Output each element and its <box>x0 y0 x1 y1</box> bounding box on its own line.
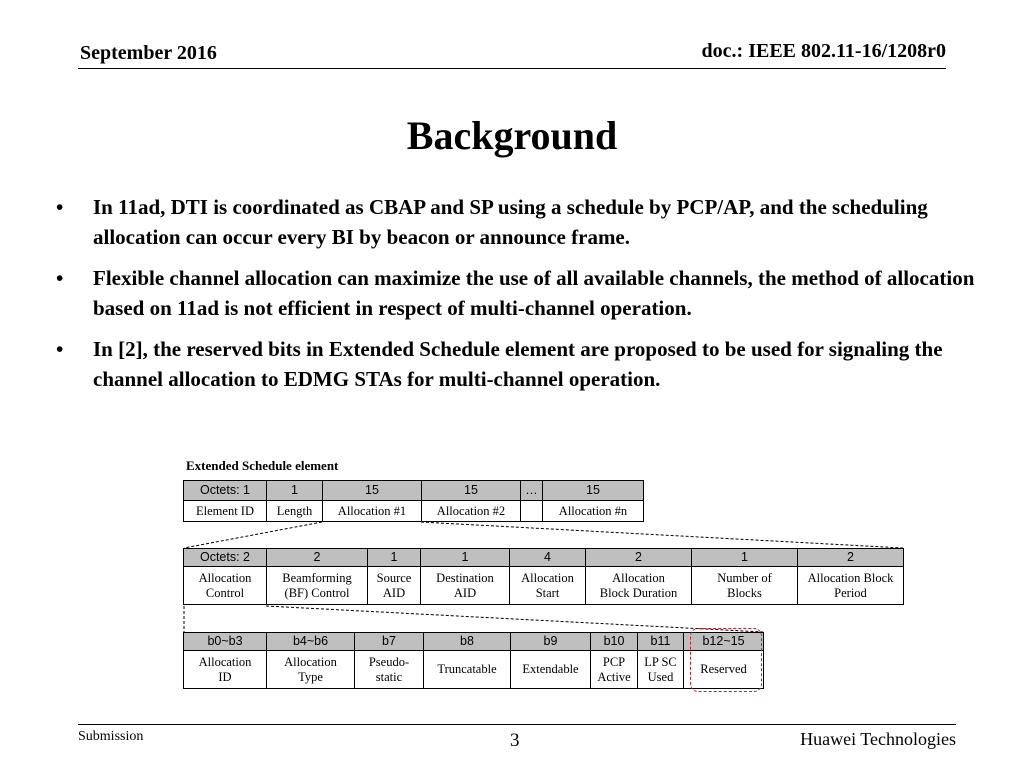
allocation-control-table <box>183 632 764 689</box>
cell-line: ID <box>218 669 232 684</box>
bullet-text: In [2], the reserved bits in Extended Schedule element are proposed to be used for signaling the channel allocation to EDMG STAs for multi-channel operation. <box>93 337 943 391</box>
figure-title: Extended Schedule element <box>186 458 339 473</box>
table-cell: 1 <box>368 549 421 567</box>
cell-line: Used <box>647 669 674 684</box>
cell-line: Allocation <box>198 654 252 669</box>
table-cell: 2 <box>267 549 368 567</box>
cell-line: PCP <box>602 654 626 669</box>
table-cell: b10 <box>591 633 638 651</box>
table-cell <box>421 567 510 605</box>
cell-line: Allocation <box>284 654 337 669</box>
table-cell: b8 <box>424 633 511 651</box>
bullet-text: Flexible channel allocation can maximize the use of all available channels, the method of allocation based on 11ad is not efficient in respect of multi-channel operation. <box>93 266 975 320</box>
cell-line: AID <box>453 585 477 600</box>
footer-company: Huawei Technologies <box>800 729 956 749</box>
cell-line: Pseudo- <box>368 654 410 669</box>
cell-line: Reserved <box>700 662 747 676</box>
cell-line: Block Duration <box>599 585 678 600</box>
bullet-item <box>56 192 976 252</box>
table-cell: 15 <box>422 481 521 501</box>
cell-line: Period <box>834 585 867 600</box>
extended-schedule-table <box>183 480 644 522</box>
table-cell <box>798 567 904 605</box>
bullet-marker: • <box>56 195 64 219</box>
guide-line <box>266 606 763 632</box>
table-cell: Octets: 1 <box>184 481 267 501</box>
cell-line: Extendable <box>522 662 579 676</box>
bullet-item <box>56 263 976 323</box>
cell-line: Truncatable <box>437 662 497 676</box>
table-cell <box>591 651 638 689</box>
table-cell: 1 <box>421 549 510 567</box>
table-row <box>184 567 904 605</box>
cell-line: Start <box>535 585 560 600</box>
allocation-field-table <box>183 548 904 605</box>
cell-line: Beamforming <box>282 570 352 585</box>
bullet-list <box>56 192 976 405</box>
bullet-marker: • <box>56 266 64 290</box>
table-cell: 2 <box>586 549 692 567</box>
table-cell: 4 <box>510 549 586 567</box>
cell-line: Active <box>597 669 631 684</box>
table-row <box>184 501 644 522</box>
table-row <box>184 651 764 689</box>
cell-line: Allocation <box>612 570 665 585</box>
table-cell <box>267 567 368 605</box>
table-cell <box>638 651 684 689</box>
table-cell: 15 <box>323 481 422 501</box>
table-cell: Element ID <box>184 501 267 522</box>
cell-line: static <box>375 669 403 684</box>
table-cell: 1 <box>692 549 798 567</box>
reserved-bits-highlight <box>690 628 762 692</box>
cell-line: AID <box>382 585 406 600</box>
footer-submission: Submission <box>78 729 144 744</box>
slide-title: Background <box>406 113 618 158</box>
table-cell <box>511 651 591 689</box>
header-date: September 2016 <box>80 42 217 64</box>
cell-line: Destination <box>436 570 494 585</box>
table-cell: … <box>521 481 543 501</box>
bullet-item <box>56 334 976 394</box>
guide-line <box>421 522 903 548</box>
table-cell: Octets: 2 <box>184 549 267 567</box>
cell-line: Allocation <box>198 570 252 585</box>
cell-line: Allocation <box>521 570 574 585</box>
cell-line: Source <box>376 570 412 585</box>
table-cell: 1 <box>267 481 323 501</box>
guide-line <box>184 522 322 548</box>
cell-line: Blocks <box>727 585 762 600</box>
table-cell: b4~b6 <box>267 633 355 651</box>
table-cell <box>510 567 586 605</box>
cell-line: LP SC <box>644 654 677 669</box>
header-doc-id: doc.: IEEE 802.11-16/1208r0 <box>701 40 946 62</box>
table-cell <box>267 651 355 689</box>
table-cell <box>424 651 511 689</box>
table-cell: b12~15 <box>684 633 764 651</box>
table-cell <box>368 567 421 605</box>
table-cell <box>184 567 267 605</box>
header-rule <box>78 68 946 69</box>
cell-line: Allocation Block <box>807 570 894 585</box>
table-header-row <box>184 549 904 567</box>
table-cell: Length <box>267 501 323 522</box>
table-cell <box>586 567 692 605</box>
table-cell <box>521 501 543 522</box>
cell-line: Type <box>298 669 323 684</box>
cell-line: Control <box>205 585 245 600</box>
cell-line: (BF) Control <box>284 585 350 600</box>
table-header-row <box>184 633 764 651</box>
bullet-text: In 11ad, DTI is coordinated as CBAP and SP using a schedule by PCP/AP, and the scheduling allocation can occur every BI by beacon or announce frame. <box>93 195 928 249</box>
table-cell: 2 <box>798 549 904 567</box>
page-number: 3 <box>510 730 520 751</box>
footer-rule <box>78 724 956 725</box>
table-cell: b0~b3 <box>184 633 267 651</box>
table-cell: b9 <box>511 633 591 651</box>
table-cell: b7 <box>355 633 424 651</box>
table-cell <box>184 651 267 689</box>
bullet-marker: • <box>56 337 64 361</box>
table-cell <box>692 567 798 605</box>
table-cell: Allocation #1 <box>323 501 422 522</box>
table-cell: Allocation #n <box>543 501 644 522</box>
table-cell <box>355 651 424 689</box>
table-cell: Allocation #2 <box>422 501 521 522</box>
table-cell: 15 <box>543 481 644 501</box>
table-cell: b11 <box>638 633 684 651</box>
table-header-row <box>184 481 644 501</box>
cell-line: Number of <box>717 570 772 585</box>
